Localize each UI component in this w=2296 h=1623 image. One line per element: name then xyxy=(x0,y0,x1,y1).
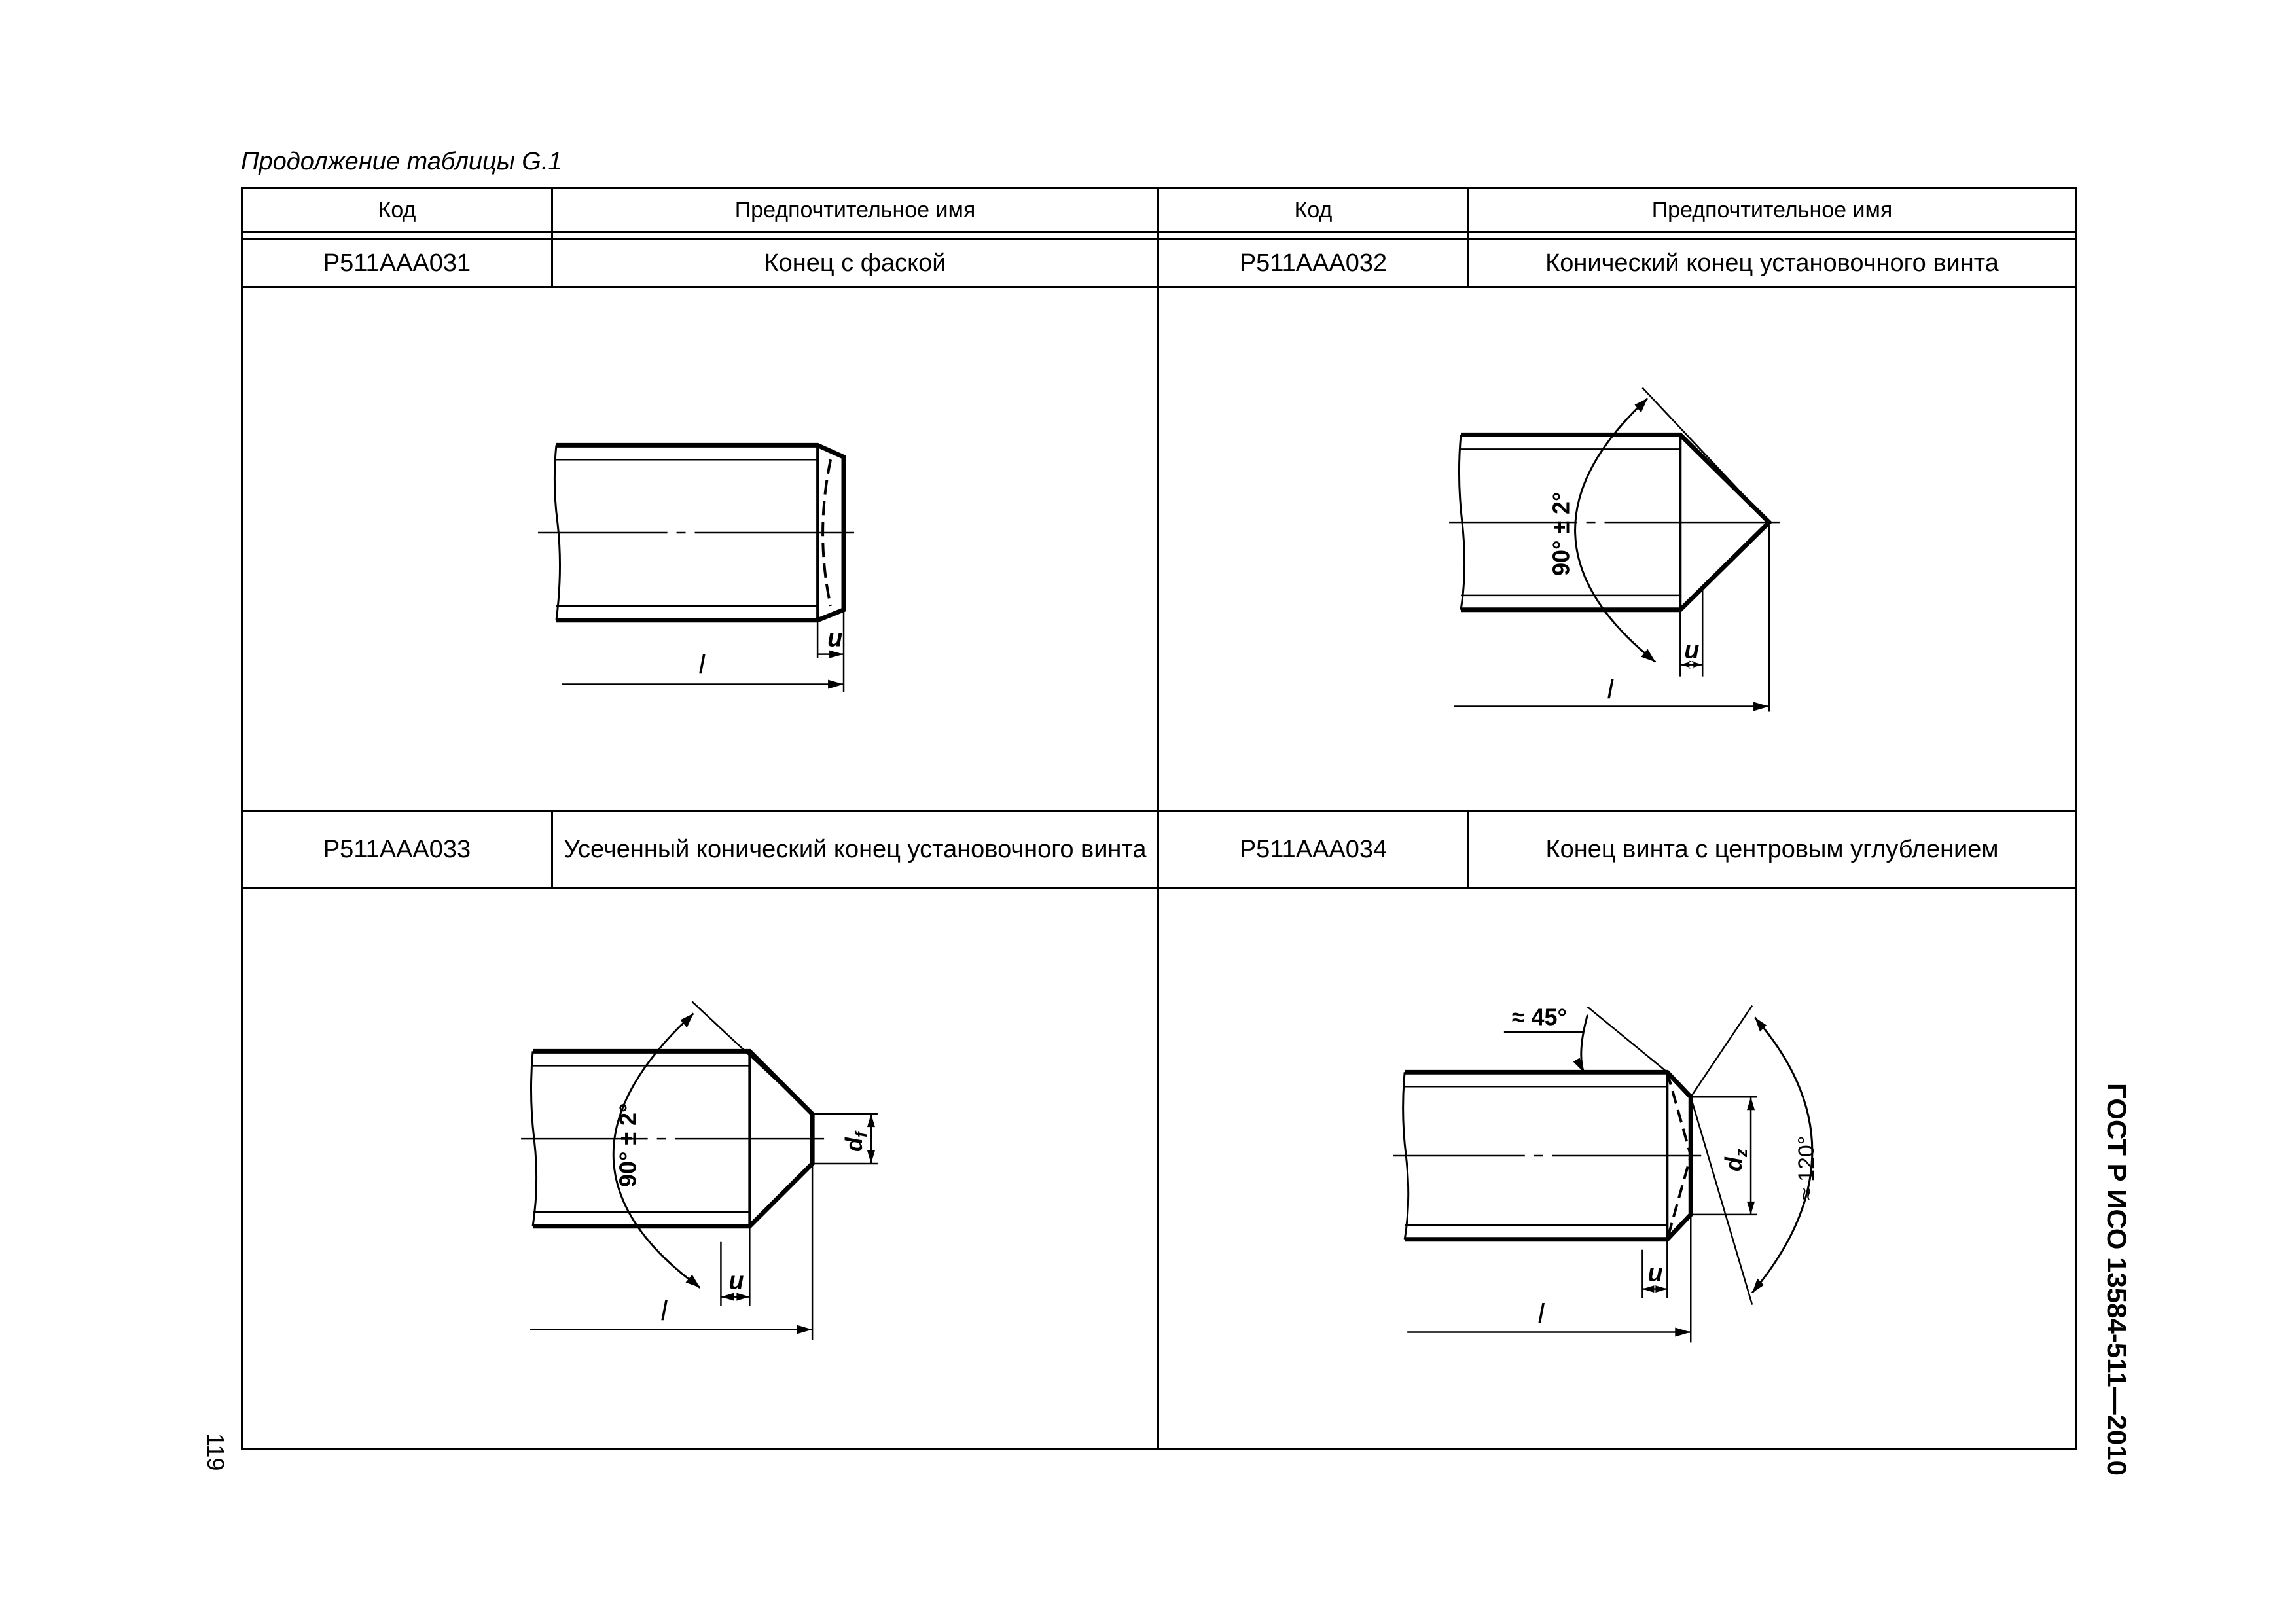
header-row xyxy=(242,188,2076,232)
code-cell: P511AAA033 xyxy=(242,812,552,888)
cone-point-end-drawing xyxy=(1159,889,2075,1448)
figure-cone-point-end xyxy=(1158,888,2076,1449)
page-number: 119 xyxy=(202,1433,229,1471)
code-cell: P511AAA034 xyxy=(1158,812,1469,888)
figure-row xyxy=(242,888,2076,1449)
figure-truncated-cone-end xyxy=(242,888,1158,1449)
header-code-1: Код xyxy=(242,188,552,232)
header-separator xyxy=(242,232,2076,240)
l-label: l xyxy=(1537,1298,1545,1329)
l-label: l xyxy=(660,1295,667,1327)
header-name-1: Предпочтительное имя xyxy=(552,188,1158,232)
figure-row xyxy=(242,287,2076,812)
conical-end-drawing xyxy=(1159,288,2075,810)
d-z-label: $d_z$ xyxy=(1720,1149,1751,1171)
name-cell: Конический конец установочного винта xyxy=(1469,240,2076,287)
name-cell: Конец винта с центровым углублением xyxy=(1469,812,2076,888)
d-f-label: $d_f$ xyxy=(840,1132,871,1152)
table-caption: Продолжение таблицы G.1 xyxy=(241,148,562,175)
truncated-cone-end-drawing xyxy=(243,889,1157,1448)
table-row xyxy=(242,812,2076,888)
angle-45-label: ≈ 45° xyxy=(1511,1003,1567,1031)
table-row xyxy=(242,240,2076,287)
code-cell: P511AAA031 xyxy=(242,240,552,287)
u-label: u xyxy=(1647,1259,1663,1287)
figure-conical-end xyxy=(1158,287,2076,812)
angle-label: 90° ± 2° xyxy=(614,1103,641,1187)
table-g1 xyxy=(241,187,2077,1450)
angle-120-label: ≈ 120° xyxy=(1793,1135,1819,1200)
l-label: l xyxy=(698,649,705,680)
document-code: ГОСТ Р ИСО 13584-511—2010 xyxy=(2102,1083,2132,1476)
chamfered-end-drawing xyxy=(243,288,1157,810)
u-label: u xyxy=(728,1267,744,1295)
u-label: u xyxy=(1684,636,1700,664)
l-label: l xyxy=(1607,673,1613,705)
name-cell: Конец с фаской xyxy=(552,240,1158,287)
figure-chamfered-end xyxy=(242,287,1158,812)
name-cell: Усеченный конический конец установочного винта xyxy=(552,812,1158,888)
code-cell: P511AAA032 xyxy=(1158,240,1469,287)
header-name-2: Предпочтительное имя xyxy=(1469,188,2076,232)
u-label: u xyxy=(827,624,843,652)
angle-label: 90° ± 2° xyxy=(1547,491,1575,576)
header-code-2: Код xyxy=(1158,188,1469,232)
